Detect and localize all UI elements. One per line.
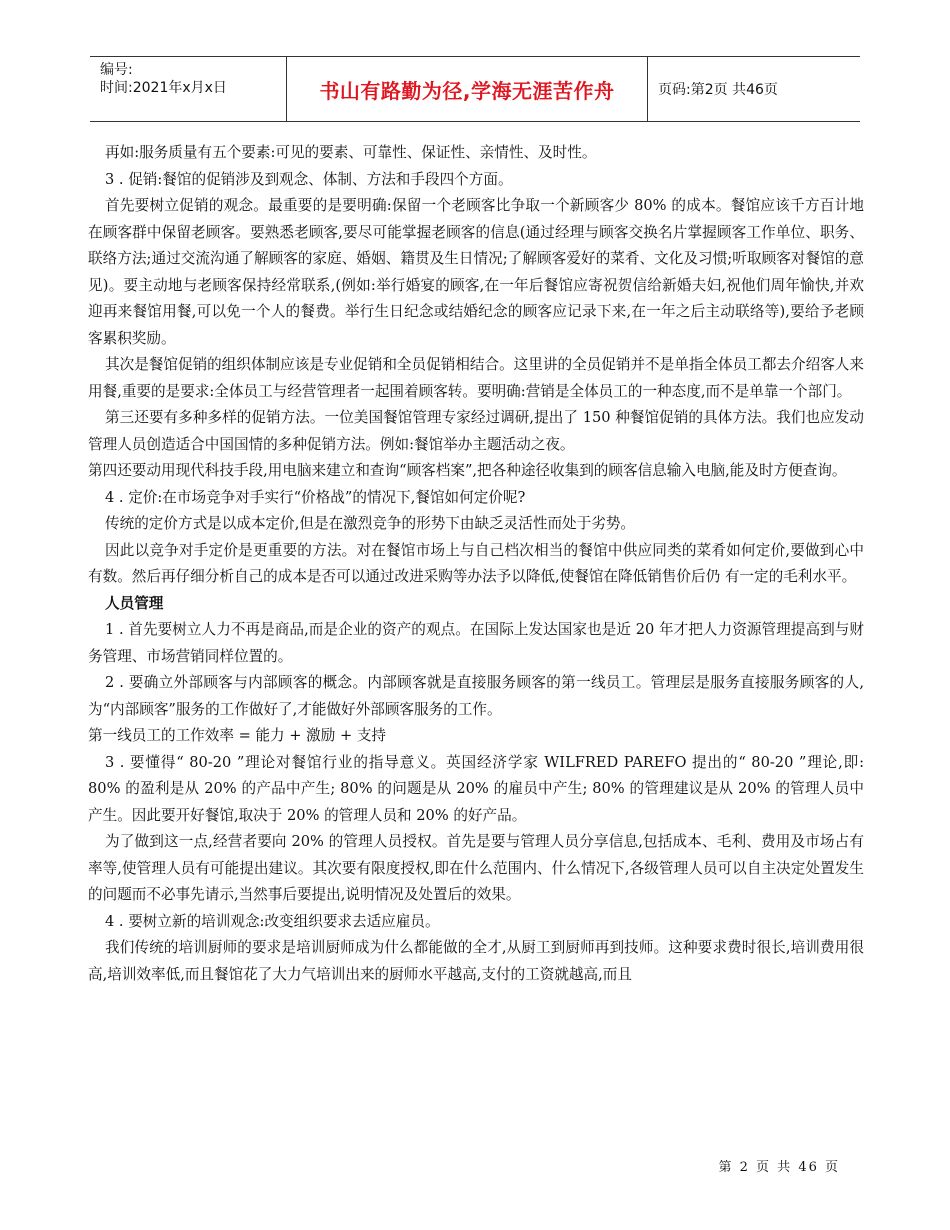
- paragraph: 4 . 定价:在市场竞争对手实行“价格战”的情况下,餐馆如何定价呢?: [105, 488, 526, 506]
- page-footer: 第 2 页 共 46 页: [718, 1160, 840, 1175]
- paragraph: 第三还要有多种多样的促销方法。一位美国餐馆管理专家经过调研,提出了 150 种餐馆促销的具体方法。我们也应发动管理人员创造适合中国国情的多种促销方法。例如:餐馆举办主题活动之夜。: [88, 409, 864, 453]
- paragraph: 3 . 促销:餐馆的促销涉及到观念、体制、方法和手段四个方面。: [105, 170, 513, 188]
- paragraph: 其次是餐馆促销的组织体制应该是专业促销和全员促销相结合。这里讲的全员促销并不是单指全体员工都去介绍客人来用餐,重要的是要求:全体员工与经营管理者一起围着顾客转。要明确:营销是全体员工的一种态度,而不是单靠一个部门。: [88, 356, 864, 400]
- section-heading: 人员管理: [105, 594, 164, 612]
- paragraph: 传统的定价方式是以成本定价,但是在激烈竞争的形势下由缺乏灵活性而处于劣势。: [105, 515, 636, 532]
- paragraph: 首先要树立促销的观念。最重要的是要明确:保留一个老顾客比争取一个新顾客少 80% 的成本。餐馆应该千方百计地在顾客群中保留老顾客。要熟悉老顾客,要尽可能掌握老顾客的信息(通过经理与顾客交换名片掌握顾客工作单位、职务、联络方法;通过交流沟通了解顾客的家庭、婚姻、籍贯及生日情况;了解顾客爱好的菜肴、文化及习惯;听取顾客对餐馆的意见)。要主动地与老顾客保持经常联系,(例如:举行婚宴的顾客,在一年后餐馆应寄祝贺信给新婚夫妇,祝他们周年愉快,并欢迎再来餐馆用餐,可以免一个人的餐费。举行生日纪念或结婚纪念的顾客应记录下来,在一年之后主动联络等),要给予老顾客累积奖励。: [88, 197, 864, 347]
- header-motto-cell: [286, 57, 648, 121]
- number-label: 编号:: [100, 62, 133, 78]
- header-meta: [90, 57, 286, 121]
- paragraph: 因此以竞争对手定价是更重要的方法。对在餐馆市场上与自己档次相当的餐馆中供应同类的菜肴如何定价,要做到心中有数。然后再仔细分析自己的成本是否可以通过改进采购等办法予以降低,使餐馆在降低销售价后仍 有一定的毛利水平。: [88, 541, 864, 585]
- paragraph: 再如:服务质量有五个要素:可见的要素、可靠性、保证性、亲情性、及时性。: [105, 144, 597, 161]
- paragraph: 我们传统的培训厨师的要求是培训厨师成为什么都能做的全才,从厨工到厨师再到技师。这种要求费时很长,培训费用很高,培训效率低,而且餐馆花了大力气培训出来的厨师水平越高,支付的工资就越高,而且: [88, 939, 864, 983]
- paragraph: 1 . 首先要树立人力不再是商品,而是企业的资产的观点。在国际上发达国家也是近 20 年才把人力资源管理提高到与财务管理、市场营销同样位置的。: [88, 621, 864, 665]
- document-body: [88, 140, 864, 988]
- header-motto: 书山有路勤为径,学海无涯苦作舟: [319, 78, 615, 103]
- time-label: 时间:2021年x月x日: [100, 80, 227, 96]
- header-page-info: 页码:第2页 共46页: [658, 82, 778, 98]
- paragraph: 为了做到这一点,经营者要向 20% 的管理人员授权。首先是要与管理人员分享信息,包括成本、毛利、费用及市场占有率等,使管理人员有可能提出建议。其次要有限度授权,即在什么范围内、什么情况下,各级管理人员可以自主决定处置发生的问题而不必事先请示,当然事后要提出,说明情况及处置后的效果。: [88, 833, 864, 903]
- paragraph: 3 . 要懂得“ 80-20 ”理论对餐馆行业的指导意义。英国经济学家 WILFRED PAREFO 提出的“ 80-20 ”理论,即: 80% 的盈利是从 20% 的产品中产生; 80% 的问题是从 20% 的雇员中产生; 80% 的管理建议是从 20% 的管理人员中产生。因此要开好餐馆,取决于 20% 的管理人员和 20% 的好产品。: [88, 753, 864, 824]
- paragraph: 4 . 要树立新的培训观念:改变组织要求去适应雇员。: [105, 912, 440, 930]
- paragraph: 2 . 要确立外部顾客与内部顾客的概念。内部顾客就是直接服务顾客的第一线员工。管理层是服务直接服务顾客的人,为“内部顾客”服务的工作做好了,才能做好外部顾客服务的工作。: [88, 674, 864, 718]
- page-header: [90, 56, 860, 122]
- paragraph: 第一线员工的工作效率 = 能力 + 激励 + 支持: [88, 727, 387, 744]
- paragraph: 第四还要动用现代科技手段,用电脑来建立和查询“顾客档案”,把各种途径收集到的顾客信息输入电脑,能及时方便查询。: [88, 462, 847, 479]
